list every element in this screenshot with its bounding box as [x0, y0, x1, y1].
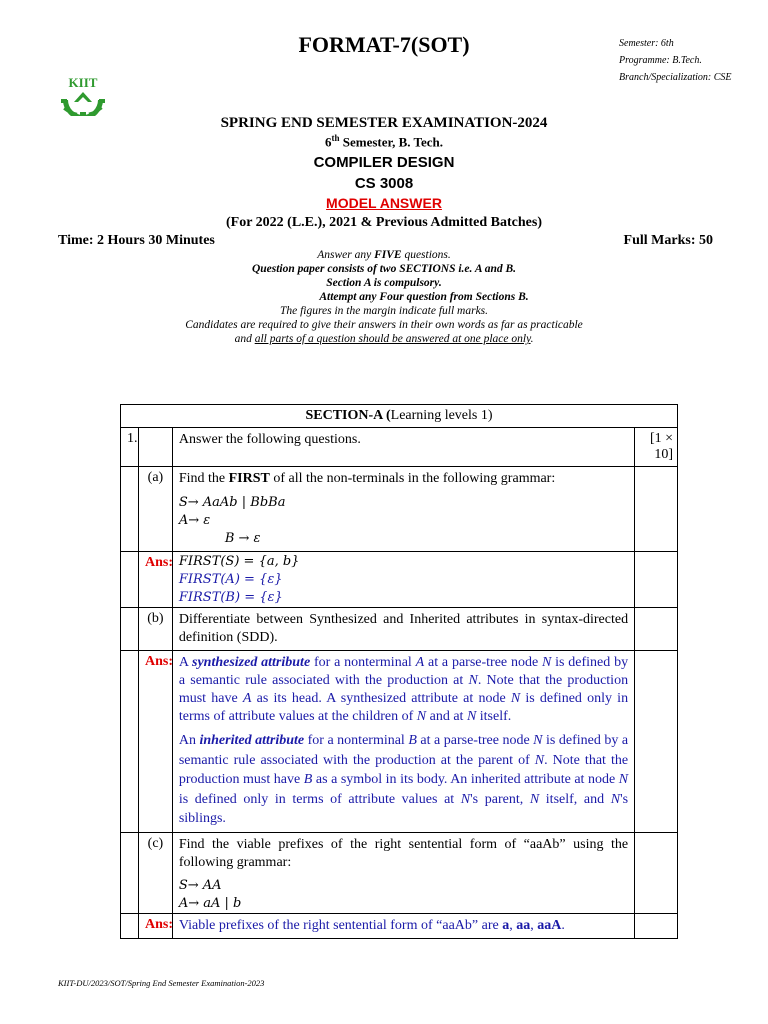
- p2-segment: 's parent,: [470, 791, 530, 807]
- p1-segment: N: [541, 655, 552, 670]
- semester-sup: th: [331, 133, 340, 143]
- p1-segment: and at: [426, 709, 467, 724]
- part-c-question: Find the viable prefixes of the right sentential form of “aaAb” using the following grammar: S→ AA A→ aA | b: [172, 832, 634, 913]
- instruction-5: The figures in the margin indicate full marks.: [279, 305, 489, 317]
- p2-segment: is defined by a semantic rule associated with the production at the parent of: [178, 733, 629, 768]
- p1-segment: A: [178, 655, 192, 670]
- p1-segment: synthesized attribute: [192, 655, 311, 670]
- p2-segment: 's siblings.: [178, 791, 629, 826]
- p1-segment: N: [466, 709, 477, 724]
- p2-segment: N: [618, 772, 629, 787]
- model-answer-label: [0, 195, 768, 211]
- part-c-answer-row: [121, 913, 678, 938]
- p2-segment: is defined only in terms of attribute values at: [178, 791, 461, 807]
- semester-text: Semester, B. Tech.: [339, 134, 444, 150]
- grammar-line-1: S→ AaAb | BbBa: [178, 495, 286, 510]
- subject-name: COMPILER DESIGN: [313, 154, 455, 171]
- part-b-answer-row: [121, 651, 678, 833]
- semester-number: 6: [324, 134, 332, 150]
- part-a-answer: [172, 552, 634, 608]
- meta-programme: Programme: B.Tech.: [619, 55, 702, 66]
- p2-segment: B: [303, 772, 313, 787]
- part-b-row: [121, 608, 678, 651]
- grammar-line-3: B → ε: [224, 531, 261, 546]
- first-a: FIRST(A) = {ε}: [178, 572, 283, 587]
- p2-segment: N: [460, 791, 471, 807]
- p1-segment: N: [416, 709, 427, 724]
- section-title: SECTION-A (Learning levels 1): [121, 405, 678, 428]
- p1-segment: A: [242, 691, 252, 706]
- question-marks: [1 × 10]: [635, 428, 678, 467]
- p2-segment: as a symbol in its body. An inherited attribute at node: [312, 772, 619, 787]
- p2-segment: N: [534, 752, 545, 768]
- p1-segment: is defined only in terms of attribute values at the children of: [178, 691, 629, 724]
- p2-segment: An: [178, 733, 200, 748]
- page-footer: KIIT-DU/2023/SOT/Spring End Semester Examination-2023: [58, 978, 265, 988]
- p1-segment: as its head. A synthesized attribute at node: [251, 691, 511, 706]
- p2-segment: at a parse-tree node: [416, 733, 534, 748]
- grammar-line-2: A→ ε: [178, 513, 211, 528]
- instruction-4: Attempt any Four question from Sections B.: [319, 291, 529, 303]
- inherited-definition: [179, 731, 628, 829]
- p1-segment: N: [468, 673, 478, 688]
- batches-line: (For 2022 (L.E.), 2021 & Previous Admitted Batches): [225, 215, 542, 230]
- p1-segment: . Note that the production must have: [178, 673, 629, 706]
- instruction-6: Candidates are required to give their answers in their own words as far as practicable: [185, 319, 583, 331]
- part-c-label: (c): [139, 832, 173, 913]
- p2-segment: for a nonterminal: [304, 733, 409, 748]
- instruction-2: Question paper consists of two SECTIONS i.e. A and B.: [251, 263, 517, 275]
- meta-branch: Branch/Specialization: CSE: [619, 72, 732, 83]
- question-text: Answer the following questions.: [172, 428, 634, 467]
- format-title: FORMAT-7(SOT): [298, 32, 470, 57]
- logo-text: KIIT: [68, 75, 98, 90]
- section-a-table: [120, 404, 678, 939]
- p2-segment: N: [529, 791, 540, 807]
- part-c-row: [121, 832, 678, 913]
- instruction-3: Section A is compulsory.: [326, 277, 442, 289]
- part-b-label: (b): [139, 608, 173, 651]
- kiit-logo: [58, 72, 108, 116]
- semester-line: [0, 133, 768, 150]
- p2-segment: inherited attribute: [199, 733, 305, 748]
- p2-segment: N: [533, 733, 543, 748]
- p1-segment: for a nonterminal: [310, 655, 416, 670]
- grammar-c-line-1: S→ AA: [178, 877, 222, 893]
- p1-segment: at a parse-tree node: [424, 655, 542, 670]
- answer-label: Ans:: [139, 913, 173, 938]
- section-header-row: [121, 405, 678, 428]
- synthesized-definition: [179, 654, 628, 726]
- time-limit: Time: 2 Hours 30 Minutes: [58, 233, 215, 248]
- part-b-answer: [172, 651, 634, 833]
- p1-segment: itself.: [476, 709, 512, 724]
- part-c-answer: Viable prefixes of the right sentential form of “aaAb” are a, aa, aaA.: [172, 913, 634, 938]
- p2-segment: N: [610, 791, 621, 807]
- answer-label: Ans:: [139, 651, 173, 833]
- p2-segment: itself, and: [539, 791, 611, 807]
- question-1-row: [121, 428, 678, 467]
- p1-segment: is defined by a semantic rule associated with the production at: [178, 655, 629, 688]
- part-a-label: (a): [139, 467, 173, 552]
- question-number: 1.: [121, 428, 139, 467]
- first-b: FIRST(B) = {ε}: [178, 590, 283, 605]
- part-b-question: Differentiate between Synthesized and Inherited attributes in syntax-directed definition (SDD).: [172, 608, 634, 651]
- grammar-c-line-2: A→ aA | b: [178, 895, 242, 911]
- part-a-question: Find the FIRST of all the non-terminals in the following grammar: S→ AaAb | BbBa A→ ε B → ε: [172, 467, 634, 552]
- first-s: FIRST(S) = {a, b}: [178, 554, 300, 569]
- meta-semester: Semester: 6th: [619, 38, 674, 49]
- instruction-1: Answer any FIVE questions.: [317, 249, 451, 261]
- instruction-7: and all parts of a question should be answered at one place only.: [234, 333, 534, 345]
- full-marks: Full Marks: 50: [623, 233, 713, 248]
- part-a-answer-row: [121, 552, 678, 608]
- p1-segment: N: [510, 691, 521, 706]
- p2-segment: . Note that the production must have: [178, 752, 629, 787]
- exam-title: SPRING END SEMESTER EXAMINATION-2024: [220, 115, 548, 131]
- part-a-row: [121, 467, 678, 552]
- model-answer-text: MODEL ANSWER: [326, 195, 442, 211]
- subject-code: CS 3008: [354, 175, 414, 192]
- p1-segment: A: [415, 655, 425, 670]
- p2-segment: B: [408, 733, 417, 748]
- answer-label: Ans:: [139, 552, 173, 608]
